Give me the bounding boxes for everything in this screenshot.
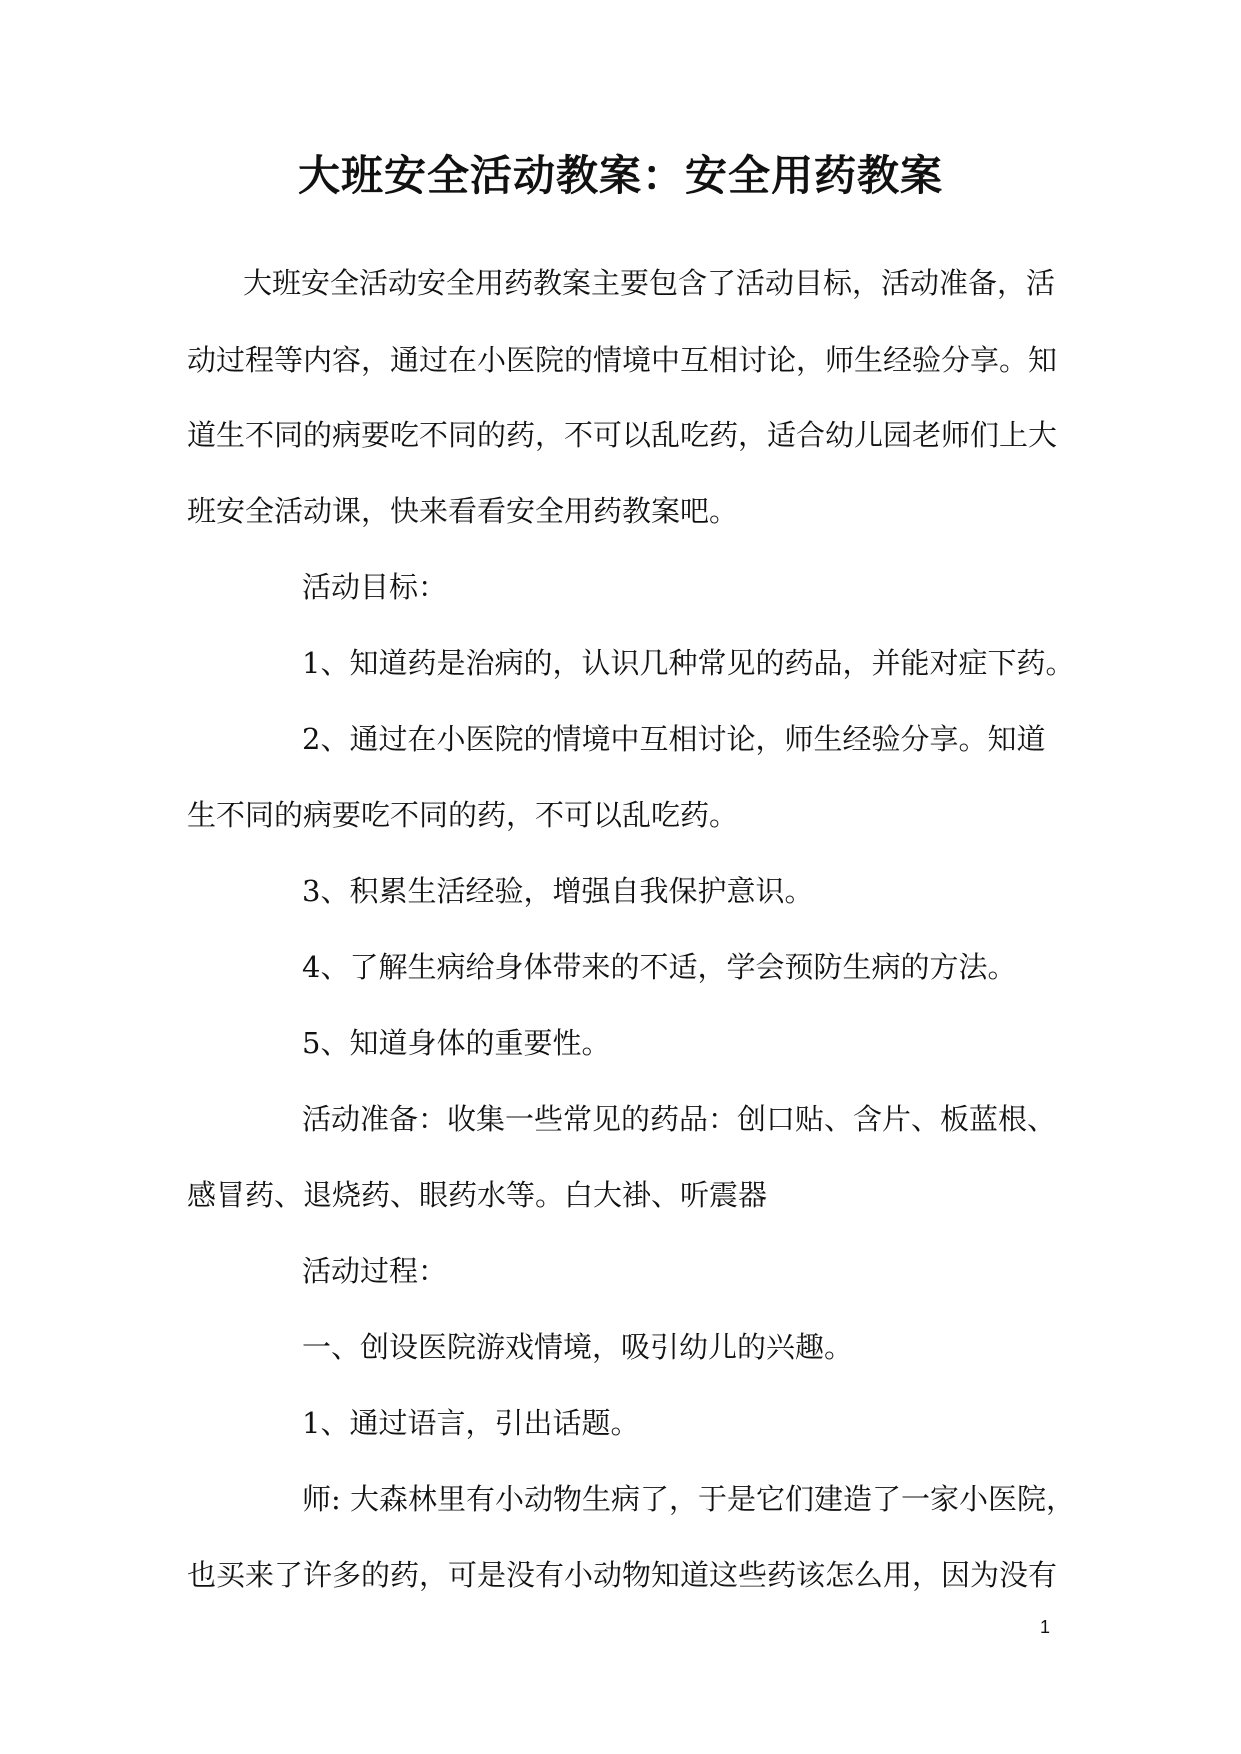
paragraph-line: 班安全活动课，快来看看安全用药教案吧。 xyxy=(187,494,739,528)
section-heading: 活动目标： xyxy=(302,570,448,604)
paragraph-line: 师: 大森林里有小动物生病了，于是它们建造了一家小医院， xyxy=(302,1482,1075,1516)
paragraph-line: 感冒药、退烧药、眼药水等。白大褂、听震器 xyxy=(187,1178,768,1212)
paragraph-line: 动过程等内容，通过在小医院的情境中互相讨论，师生经验分享。知 xyxy=(187,343,1058,377)
page-number: 1 xyxy=(1039,1617,1050,1637)
list-item: 5、知道身体的重要性。 xyxy=(302,1026,611,1060)
list-item: 2、通过在小医院的情境中互相讨论，师生经验分享。知道 xyxy=(302,722,1046,756)
list-item-continuation: 生不同的病要吃不同的药，不可以乱吃药。 xyxy=(187,798,739,832)
document-title: 大班安全活动教案：安全用药教案 xyxy=(297,151,943,200)
paragraph-line: 道生不同的病要吃不同的药，不可以乱吃药，适合幼儿园老师们上大 xyxy=(187,418,1058,452)
list-item: 4、了解生病给身体带来的不适，学会预防生病的方法。 xyxy=(302,950,1017,984)
list-item: 1、知道药是治病的，认识几种常见的药品，并能对症下药。 xyxy=(302,646,1075,680)
list-item: 3、积累生活经验，增强自我保护意识。 xyxy=(302,874,814,908)
paragraph-line: 也买来了许多的药，可是没有小动物知道这些药该怎么用，因为没有 xyxy=(187,1558,1058,1592)
paragraph-line: 活动准备：收集一些常见的药品：创口贴、含片、板蓝根、 xyxy=(302,1102,1057,1136)
section-heading: 活动过程： xyxy=(302,1254,448,1288)
subsection-heading: 一、创设医院游戏情境，吸引幼儿的兴趣。 xyxy=(302,1330,854,1364)
list-item: 1、通过语言，引出话题。 xyxy=(302,1406,640,1440)
paragraph-line: 大班安全活动安全用药教案主要包含了活动目标，活动准备，活 xyxy=(243,266,1056,300)
